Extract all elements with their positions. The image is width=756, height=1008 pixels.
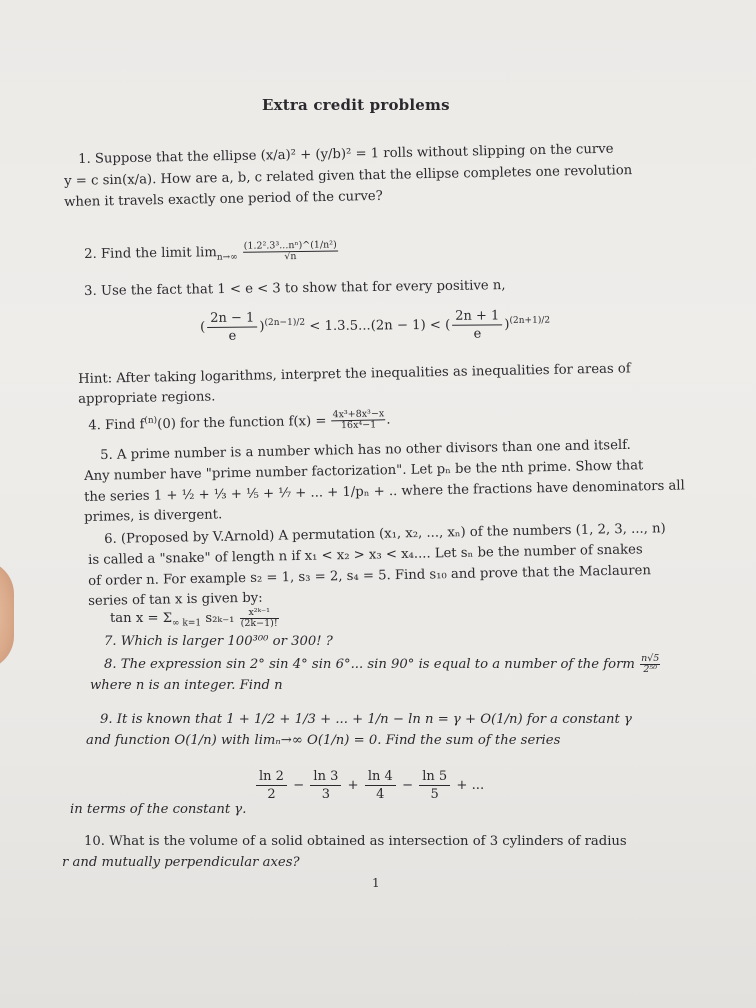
p4-sup: (n) [144, 415, 158, 426]
problem-4 [88, 406, 391, 436]
p8-fraction [640, 654, 660, 675]
p1-y-over-b: y/b [320, 146, 342, 163]
p1-text-e: )² = 1 rolls without slipping on the curve [340, 141, 614, 162]
p6-formula-s: s₂ₖ₋₁ [205, 611, 235, 626]
p6-formula-den: (2k−1)! [240, 618, 278, 629]
p3-left-paren: ( [200, 319, 206, 335]
problem-6-line-1: 6. (Proposed by V.Arnold) A permutation (x₁, x₂, ..., xₙ) of the numbers (1, 2, 3, ..., n) [104, 521, 666, 547]
problem-5-line-3: the series 1 + ½ + ⅓ + ⅕ + ⅐ + ... + 1/pₙ + .. where the fractions have denominators all [84, 478, 685, 505]
p2-lead: 2. Find the limit lim [84, 245, 217, 262]
term-4-op: + ... [456, 778, 485, 793]
series-term-2 [310, 768, 341, 803]
problem-3-inequality [200, 307, 550, 345]
problem-9-line-2: and function O(1/n) with limₙ→∞ O(1/n) = 0. Find the sum of the series [86, 733, 561, 748]
problem-6-line-4: series of tan x is given by: [88, 590, 263, 609]
problem-5-line-1: 5. A prime number is a number which has no other divisors than one and itself. [100, 437, 631, 463]
term-1-num: ln 2 [256, 768, 287, 786]
problem-3-line-1: 3. Use the fact that 1 < e < 3 to show that for every positive n, [84, 278, 506, 299]
p4-denominator: 16x⁴−1 [340, 419, 377, 432]
term-3-num: ln 4 [365, 768, 396, 786]
p4-end: . [386, 412, 391, 428]
problem-6-line-2: is called a "snake" of length n if x₁ < x₂ > x₃ < x₄.... Let sₙ be the number of snakes [88, 542, 643, 568]
p3-right-fraction [452, 307, 502, 342]
page-number: 1 [372, 876, 380, 890]
p4-lead: 4. Find f [88, 417, 145, 434]
p3-left-close: ) [259, 319, 265, 335]
problem-8-line-2: where n is an integer. Find n [90, 678, 283, 693]
p2-fraction [243, 240, 338, 262]
p6-formula-num: x²ᵏ⁻¹ [240, 608, 279, 619]
p3-right-num: 2n + 1 [452, 307, 502, 325]
p3-left-exp: (2n−1)/2 [264, 317, 306, 329]
problem-5-line-2: Any number have "prime number factorization". Let pₙ be the nth prime. Show that [84, 458, 644, 484]
p4-fraction [331, 410, 385, 432]
problem-10-line-1: 10. What is the volume of a solid obtained as intersection of 3 cylinders of radius [84, 834, 627, 849]
p6-formula-sum: ∞ k=1 [172, 618, 202, 629]
problem-6-formula [110, 608, 280, 634]
term-2-op: + [347, 778, 359, 793]
p1-text-c: )² + ( [285, 147, 321, 164]
problem-5-line-4: primes, is divergent. [84, 507, 223, 525]
p3-right-close: ) [504, 317, 510, 333]
p8-denominator: 2⁵⁰ [643, 664, 658, 675]
term-2-num: ln 3 [310, 768, 341, 786]
p3-left-num: 2n − 1 [207, 310, 257, 328]
term-1-op: − [293, 778, 305, 793]
term-2-den: 3 [321, 787, 331, 802]
p1-text-a: 1. Suppose that the ellipse ( [78, 148, 266, 167]
p2-denominator: √n [284, 251, 297, 263]
p3-right-paren: ( [445, 317, 451, 333]
problem-2 [84, 240, 339, 269]
series-term-3 [365, 768, 396, 803]
p8-text: 8. The expression sin 2° sin 4° sin 6°... sin 90° is equal to a number of the form [104, 657, 635, 672]
p4-numerator: 4x³+8x³−x [332, 408, 385, 421]
series-term-4 [419, 768, 450, 803]
p4-mid: (0) for the function f(x) = [157, 413, 327, 433]
problem-3-hint-2: appropriate regions. [78, 389, 216, 407]
term-4-den: 5 [430, 787, 439, 802]
problem-8-line-1 [104, 654, 661, 675]
term-3-den: 4 [376, 787, 385, 802]
problem-1-line-3: when it travels exactly one period of the curve? [64, 188, 383, 210]
p3-right-exp: (2n+1)/2 [509, 315, 551, 326]
p3-left-den: e [228, 328, 237, 344]
problem-1-line-2: y = c sin(x/a). How are a, b, c related given that the ellipse completes one revolution [64, 163, 633, 189]
problem-9-line-3: in terms of the constant γ. [70, 802, 247, 817]
p8-numerator: n√5 [641, 653, 660, 664]
term-4-num: ln 5 [419, 768, 450, 786]
problem-6-line-3: of order n. For example s₂ = 1, s₃ = 2, s₄ = 5. Find s₁₀ and prove that the Maclauren [88, 563, 652, 589]
page-title: Extra credit problems [262, 96, 450, 114]
problem-9-series [254, 768, 484, 803]
p1-x-over-a: x/a [265, 148, 286, 164]
p3-right-den: e [473, 326, 482, 342]
p6-formula-fraction [240, 608, 279, 629]
series-term-1 [256, 768, 287, 803]
p2-numerator: (1.2².3³...nⁿ)^(1/n²) [243, 239, 337, 252]
term-1-den: 2 [267, 787, 276, 802]
p6-formula-lead: tan x = Σ [110, 611, 173, 626]
problem-10-line-2: r and mutually perpendicular axes? [62, 855, 300, 870]
problem-9-line-1: 9. It is known that 1 + 1/2 + 1/3 + ... + 1/n − ln n = γ + O(1/n) for a constant γ [100, 712, 632, 727]
p3-middle: < 1.3.5...(2n − 1) < [309, 317, 442, 335]
p2-limit-sub: n→∞ [216, 252, 238, 263]
term-3-op: − [401, 778, 414, 793]
problem-7: 7. Which is larger 100³⁰⁰ or 300! ? [104, 634, 333, 649]
p3-left-fraction [207, 310, 257, 345]
problem-3-hint-1: Hint: After taking logarithms, interpret the inequalities as inequalities for areas of [78, 361, 631, 387]
